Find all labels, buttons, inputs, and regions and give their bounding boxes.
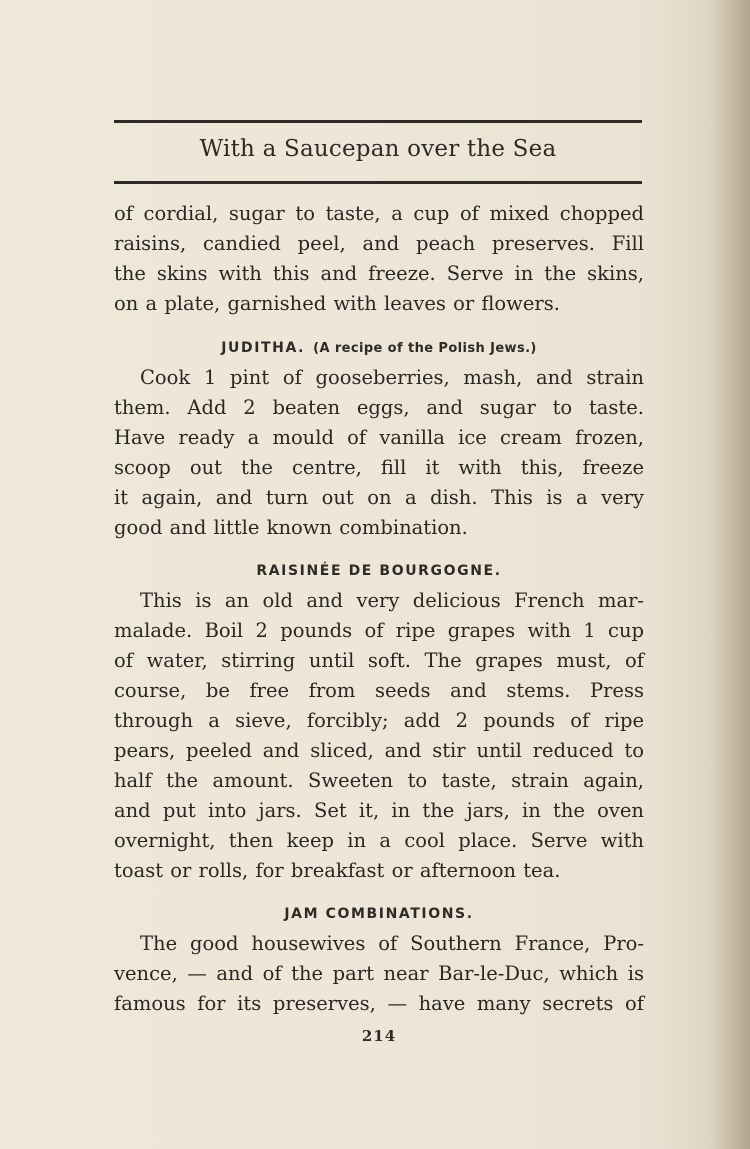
text-line: half the amount. Sweeten to taste, strain again, xyxy=(114,769,644,792)
page-number: 214 xyxy=(361,1027,397,1045)
text-line: vence, — and of the part near Bar-le-Duc, which is xyxy=(114,962,644,985)
paragraph-juditha xyxy=(114,363,644,543)
text-line: This is an old and very delicious French mar- xyxy=(140,589,644,612)
text-line: scoop out the centre, fill it with this, freeze xyxy=(114,456,644,479)
text-line: course, be free from seeds and stems. Press xyxy=(114,679,644,702)
text-line: them. Add 2 beaten eggs, and sugar to taste. xyxy=(114,396,644,419)
text-line: raisins, candied peel, and peach preserves. Fill xyxy=(114,232,644,255)
text-line: pears, peeled and sliced, and stir until reduced to xyxy=(114,739,644,762)
heading-title: RAISINÉE DE BOURGOGNE. xyxy=(256,563,502,579)
text-line: and put into jars. Set it, in the jars, in the oven xyxy=(114,799,644,822)
recipe-heading-juditha xyxy=(114,340,644,356)
recipe-heading-raisinee xyxy=(114,563,644,579)
text-line: good and little known combination. xyxy=(114,516,468,539)
text-line: it again, and turn out on a dish. This is a very xyxy=(114,486,644,509)
text-line: overnight, then keep in a cool place. Serve with xyxy=(114,829,644,852)
text-line: toast or rolls, for breakfast or afternoon tea. xyxy=(114,859,561,882)
text-line: Cook 1 pint of gooseberries, mash, and strain xyxy=(140,366,644,389)
paragraph-raisinee xyxy=(114,586,644,886)
header-rule-top xyxy=(114,120,642,123)
text-line: The good housewives of Southern France, Pro- xyxy=(140,932,644,955)
running-head: With a Saucepan over the Sea xyxy=(199,136,557,162)
page-gutter-shadow xyxy=(710,0,750,1149)
heading-title: JAM COMBINATIONS. xyxy=(284,906,474,922)
paragraph-continuation xyxy=(114,199,644,319)
header-rule-bottom xyxy=(114,181,642,184)
heading-subtitle: (A recipe of the Polish Jews.) xyxy=(313,341,537,356)
text-line: of water, stirring until soft. The grapes must, of xyxy=(114,649,644,672)
text-line: Have ready a mould of vanilla ice cream frozen, xyxy=(114,426,644,449)
text-line: the skins with this and freeze. Serve in the skins, xyxy=(114,262,644,285)
recipe-heading-jam-combinations xyxy=(114,906,644,922)
text-line: malade. Boil 2 pounds of ripe grapes with 1 cup xyxy=(114,619,644,642)
paragraph-jam-combinations xyxy=(114,929,644,1019)
text-line: of cordial, sugar to taste, a cup of mixed chopped xyxy=(114,202,644,225)
heading-title: JUDITHA. xyxy=(221,340,306,356)
text-line: famous for its preserves, — have many secrets of xyxy=(114,992,644,1015)
text-line: on a plate, garnished with leaves or flowers. xyxy=(114,292,560,315)
text-line: through a sieve, forcibly; add 2 pounds of ripe xyxy=(114,709,644,732)
